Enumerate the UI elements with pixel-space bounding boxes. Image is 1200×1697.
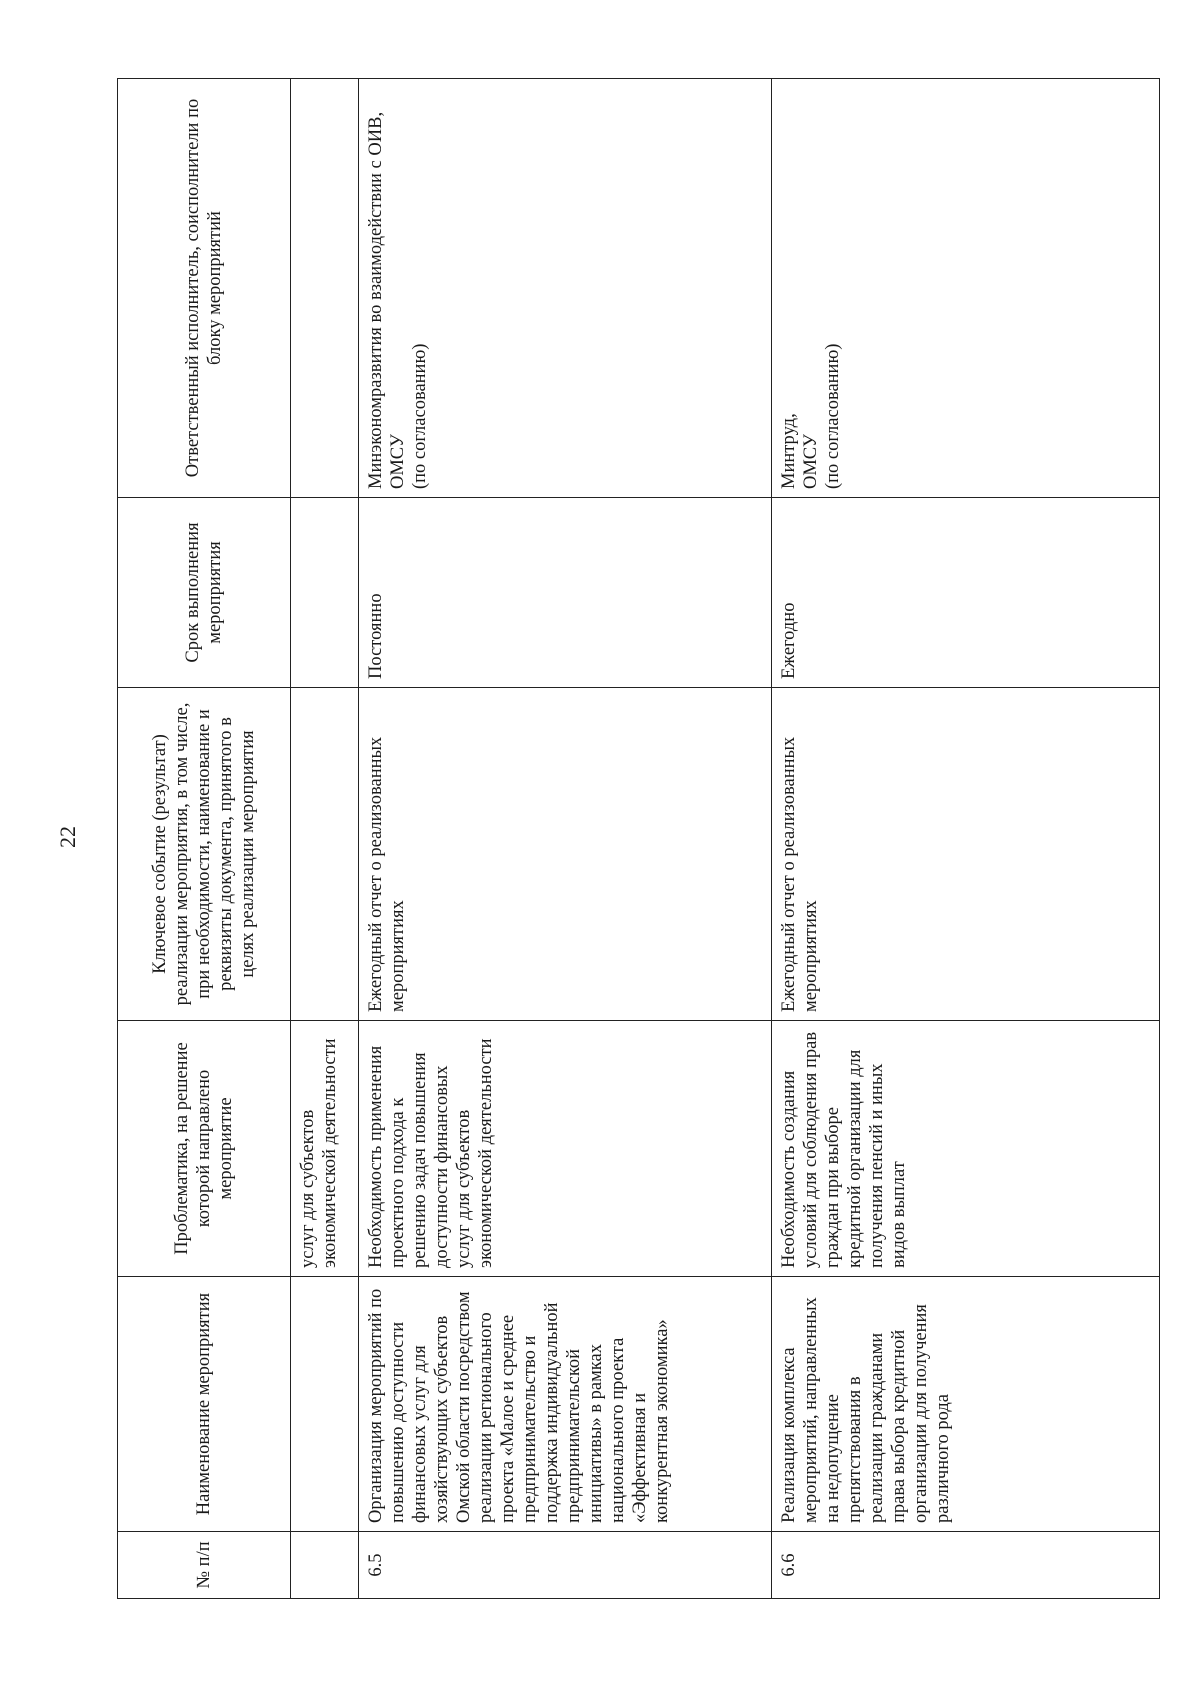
row-term: Постоянно: [359, 498, 772, 688]
header-term: Срок выполнения мероприятия: [118, 498, 291, 688]
table-row: [291, 79, 359, 1599]
row-event: Ежегодный отчет о реализованных мероприятиях: [772, 688, 1160, 1021]
executor-line: ОМСУ: [388, 433, 408, 489]
row-problem: Необходимость применения проектного подхода к решению задач повышения доступности финансовых услуг для субъектов экономической деятельности: [359, 1021, 772, 1277]
header-problem: Проблематика, на решение которой направлено мероприятие: [118, 1021, 291, 1277]
rotated-table-container: [117, 79, 1159, 1599]
executor-line: (по согласованию): [823, 343, 843, 489]
row-executor: [291, 79, 359, 498]
executor-line: Минэкономразвития во взаимодействии с ОИВ,: [366, 111, 386, 489]
executor-line: (по согласованию): [410, 343, 430, 489]
row-term: [291, 498, 359, 688]
page-number: 22: [55, 826, 80, 848]
table-header-row: [118, 79, 291, 1599]
row-num: 6.5: [359, 1532, 772, 1599]
header-name: Наименование мероприятия: [118, 1277, 291, 1532]
executor-line: ОМСУ: [801, 433, 821, 489]
row-name: [291, 1277, 359, 1532]
row-name: Организация мероприятий по повышению доступности финансовых услуг для хозяйствующих субъектов Омской области посредством реализации регионального проекта «Малое и среднее предпринимательство и поддержка индивидуальной предпринимательской инициативы» в рамках национального проекта «Эффективная и конкурентная экономика»: [359, 1277, 772, 1532]
header-executor: Ответственный исполнитель, соисполнители по блоку мероприятий: [118, 79, 291, 498]
header-event: Ключевое событие (результат) реализации мероприятия, в том числе, при необходимости, наименование и реквизиты документа, принятого в целях реализации мероприятия: [118, 688, 291, 1021]
row-executor: [772, 79, 1160, 498]
row-executor: [359, 79, 772, 498]
row-problem: Необходимость создания условий для соблюдения прав граждан при выборе кредитной организации для получения пенсий и иных видов выплат: [772, 1021, 1160, 1277]
row-event: [291, 688, 359, 1021]
row-name: Реализация комплекса мероприятий, направленных на недопущение препятствования в реализации гражданами права выбора кредитной организации для получения различного рода: [772, 1277, 1160, 1532]
measures-table: [117, 78, 1160, 1599]
executor-line: Минтруд,: [779, 413, 799, 489]
row-problem: услуг для субъектов экономической деятельности: [291, 1021, 359, 1277]
row-event: Ежегодный отчет о реализованных мероприятиях: [359, 688, 772, 1021]
row-num: 6.6: [772, 1532, 1160, 1599]
row-term: Ежегодно: [772, 498, 1160, 688]
table-row: [772, 79, 1160, 1599]
row-num: [291, 1532, 359, 1599]
table-row: [359, 79, 772, 1599]
header-num: № п/п: [118, 1532, 291, 1599]
